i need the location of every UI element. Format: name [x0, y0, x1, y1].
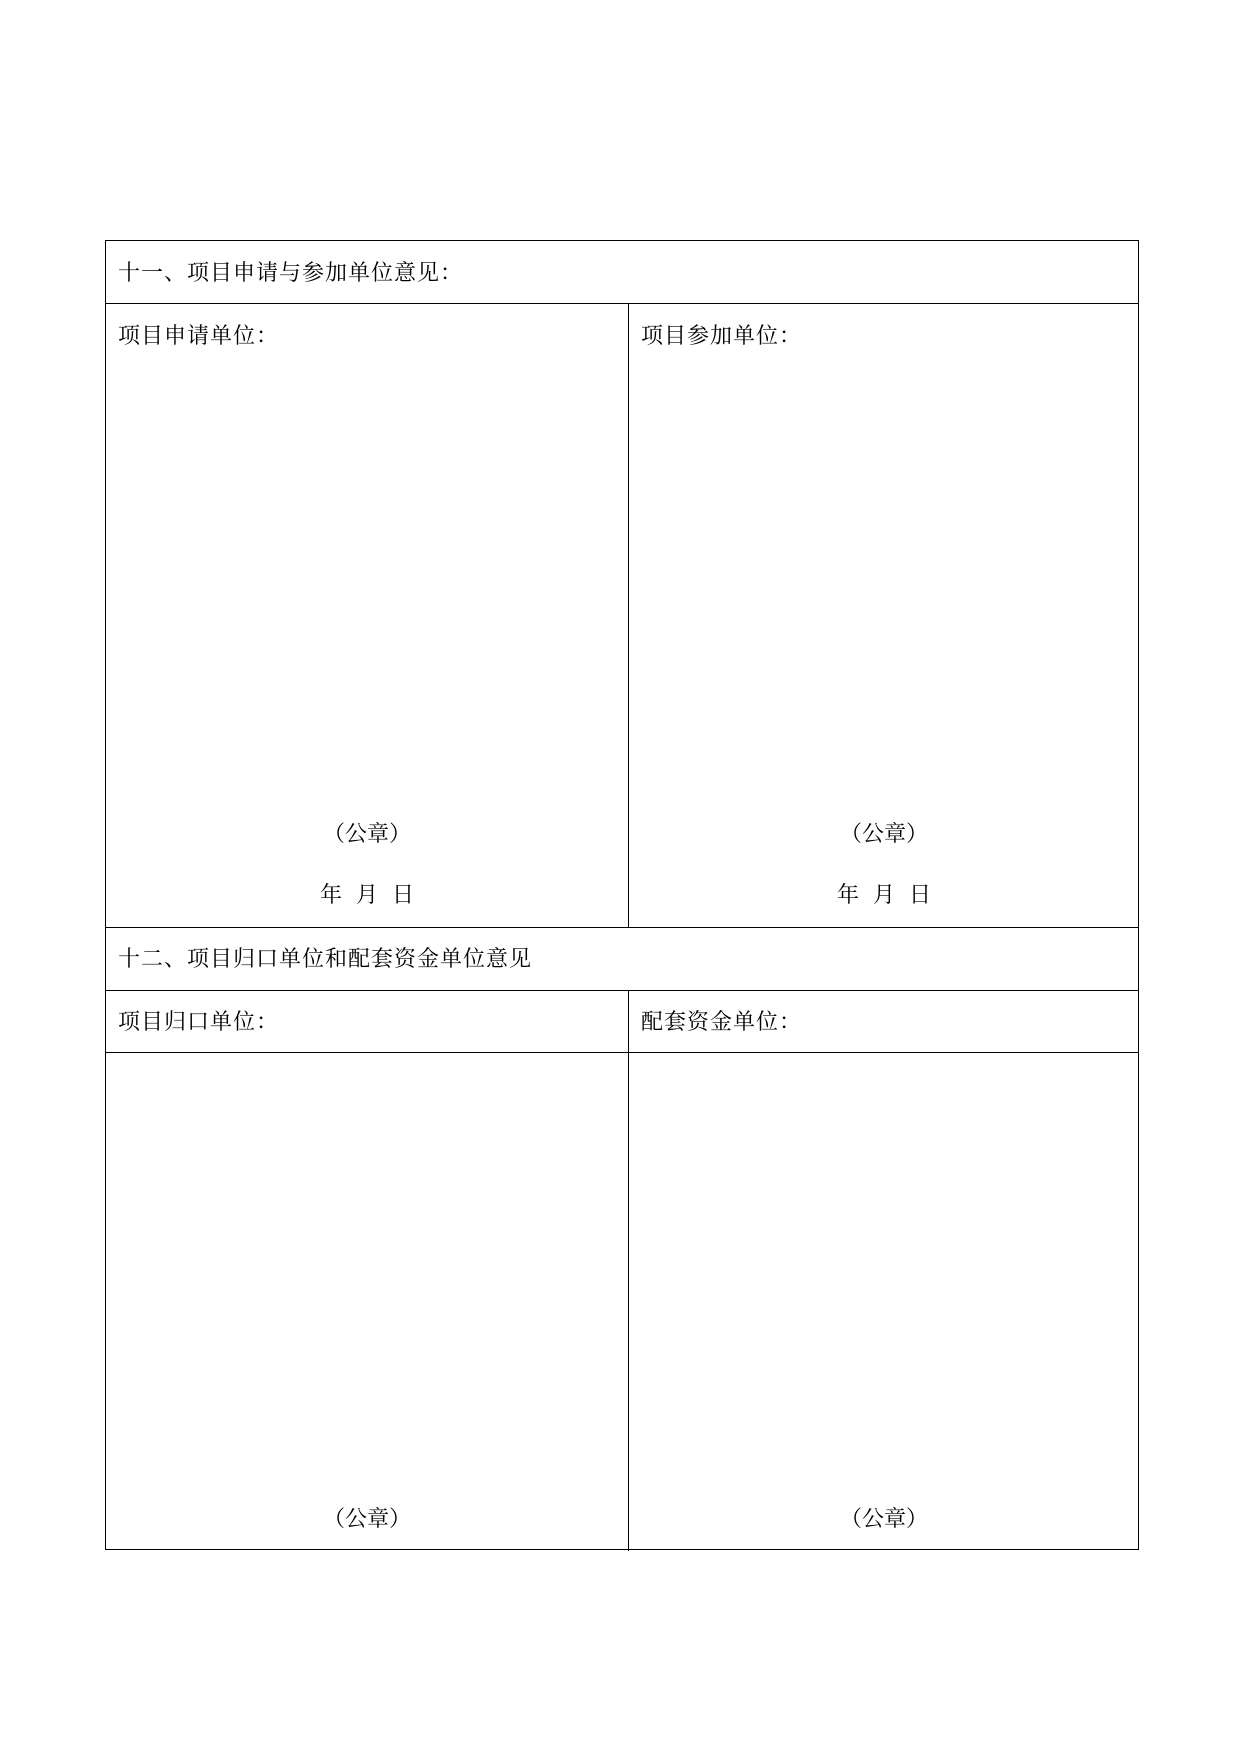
divider-section-11-columns: [628, 303, 629, 927]
participant-unit-date: 年 月 日: [837, 883, 931, 908]
matching-fund-unit-seal: （公章）: [839, 1507, 928, 1532]
divider-section-12-labels: [106, 1052, 1138, 1053]
supervising-unit-label: 项目归口单位：: [118, 1010, 280, 1035]
supervising-unit-seal: （公章）: [322, 1507, 411, 1532]
participant-unit-seal: （公章）: [839, 822, 928, 847]
opinion-form-table: [105, 240, 1139, 1550]
divider-section-12-columns: [628, 990, 629, 1551]
divider-section-12-top: [106, 927, 1138, 928]
matching-fund-unit-label: 配套资金单位：: [641, 1010, 803, 1035]
section-12-title: 十二、项目归口单位和配套资金单位意见: [118, 947, 533, 972]
divider-section-11-title: [106, 303, 1138, 304]
section-11-title: 十一、项目申请与参加单位意见：: [118, 261, 464, 286]
divider-section-12-title: [106, 990, 1138, 991]
participant-unit-label: 项目参加单位：: [641, 324, 803, 349]
applicant-unit-label: 项目申请单位：: [118, 324, 280, 349]
applicant-unit-seal: （公章）: [322, 822, 411, 847]
applicant-unit-date: 年 月 日: [320, 883, 414, 908]
